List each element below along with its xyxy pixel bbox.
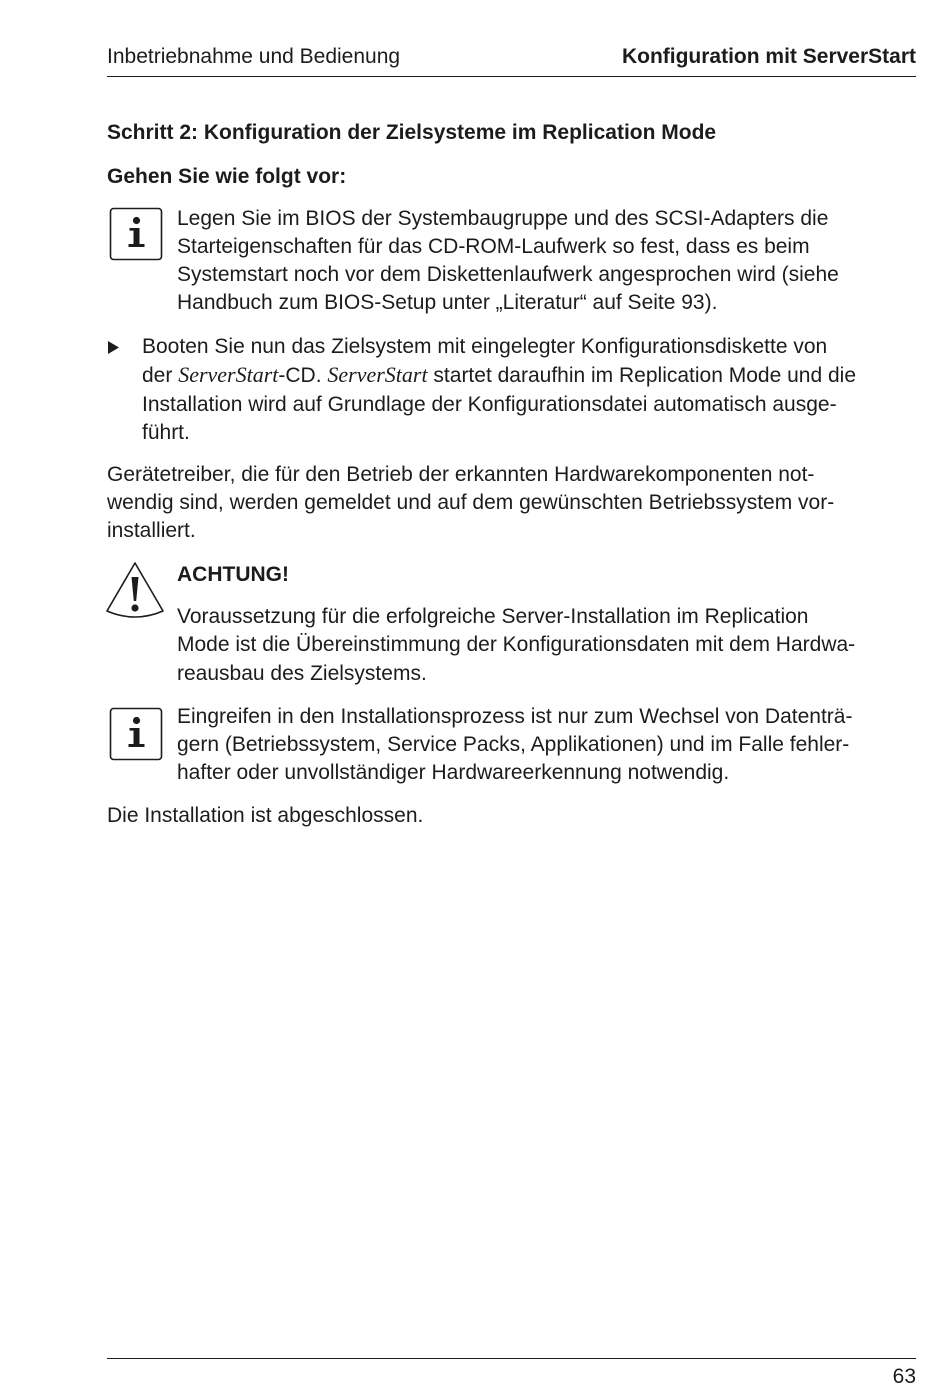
warning-line: Voraussetzung für die erfolgreiche Server-Installation im Replication <box>177 605 809 628</box>
running-header-right: Konfiguration mit ServerStart <box>621 45 916 68</box>
driver-paragraph <box>107 461 834 545</box>
page-number: 63 <box>892 1365 916 1388</box>
closing-statement: Die Installation ist abgeschlossen. <box>107 804 424 827</box>
paragraph-line: Gerätetreiber, die für den Betrieb der erkannten Hardwarekomponenten not- <box>107 463 815 486</box>
info-note-1-line: Starteigenschaften für das CD-ROM-Laufwerk so fest, dass es beim <box>177 235 810 258</box>
info-note-2-line: Eingreifen in den Installationsprozess ist nur zum Wechsel von Datenträ- <box>177 705 853 728</box>
step-line <box>142 361 856 390</box>
step-instruction <box>142 333 856 448</box>
section-heading: Schritt 2: Konfiguration der Zielsysteme im Replication Mode <box>107 121 717 144</box>
step-text-segment: der <box>142 364 179 388</box>
info-icon <box>109 207 164 262</box>
info-note-2 <box>177 703 852 787</box>
step-text-segment: -CD. <box>278 364 328 388</box>
info-note-1-line: Handbuch zum BIOS-Setup unter „Literatur“ auf Seite 93). <box>177 291 718 314</box>
product-name: ServerStart <box>327 362 428 388</box>
product-name: ServerStart <box>178 362 279 388</box>
paragraph-line: wendig sind, werden gemeldet und auf dem gewünschten Betriebssystem vor- <box>107 491 835 514</box>
info-note-2-line: hafter oder unvollständiger Hardwareerkennung notwendig. <box>177 761 730 784</box>
info-note-1 <box>177 205 839 317</box>
info-icon <box>109 707 164 762</box>
step-line: Booten Sie nun das Zielsystem mit eingelegter Konfigurationsdiskette von <box>142 335 828 358</box>
warning-icon <box>103 561 167 621</box>
procedure-intro: Gehen Sie wie folgt vor: <box>107 165 347 188</box>
warning-title: ACHTUNG! <box>177 563 289 586</box>
info-note-1-line: Systemstart noch vor dem Diskettenlaufwerk angesprochen wird (siehe <box>177 263 839 286</box>
warning-text <box>177 603 855 688</box>
bullet-arrow-icon <box>108 341 120 354</box>
warning-line: Mode ist die Übereinstimmung der Konfigurationsdaten mit dem Hardwa- <box>177 633 856 657</box>
step-line: Installation wird auf Grundlage der Konfigurationsdatei automatisch ausge- <box>142 392 837 416</box>
footer-rule <box>107 1358 916 1359</box>
step-text-segment: startet daraufhin im Replication Mode und die <box>427 364 857 388</box>
step-line: führt. <box>142 421 190 445</box>
running-header-left: Inbetriebnahme und Bedienung <box>107 45 401 68</box>
warning-line: reausbau des Zielsystems. <box>177 661 427 685</box>
info-note-1-line: Legen Sie im BIOS der Systembaugruppe und des SCSI-Adapters die <box>177 207 829 230</box>
paragraph-line: installiert. <box>107 519 196 542</box>
info-note-2-line: gern (Betriebssystem, Service Packs, Applikationen) und im Falle fehler- <box>177 733 850 756</box>
header-rule <box>107 76 916 77</box>
